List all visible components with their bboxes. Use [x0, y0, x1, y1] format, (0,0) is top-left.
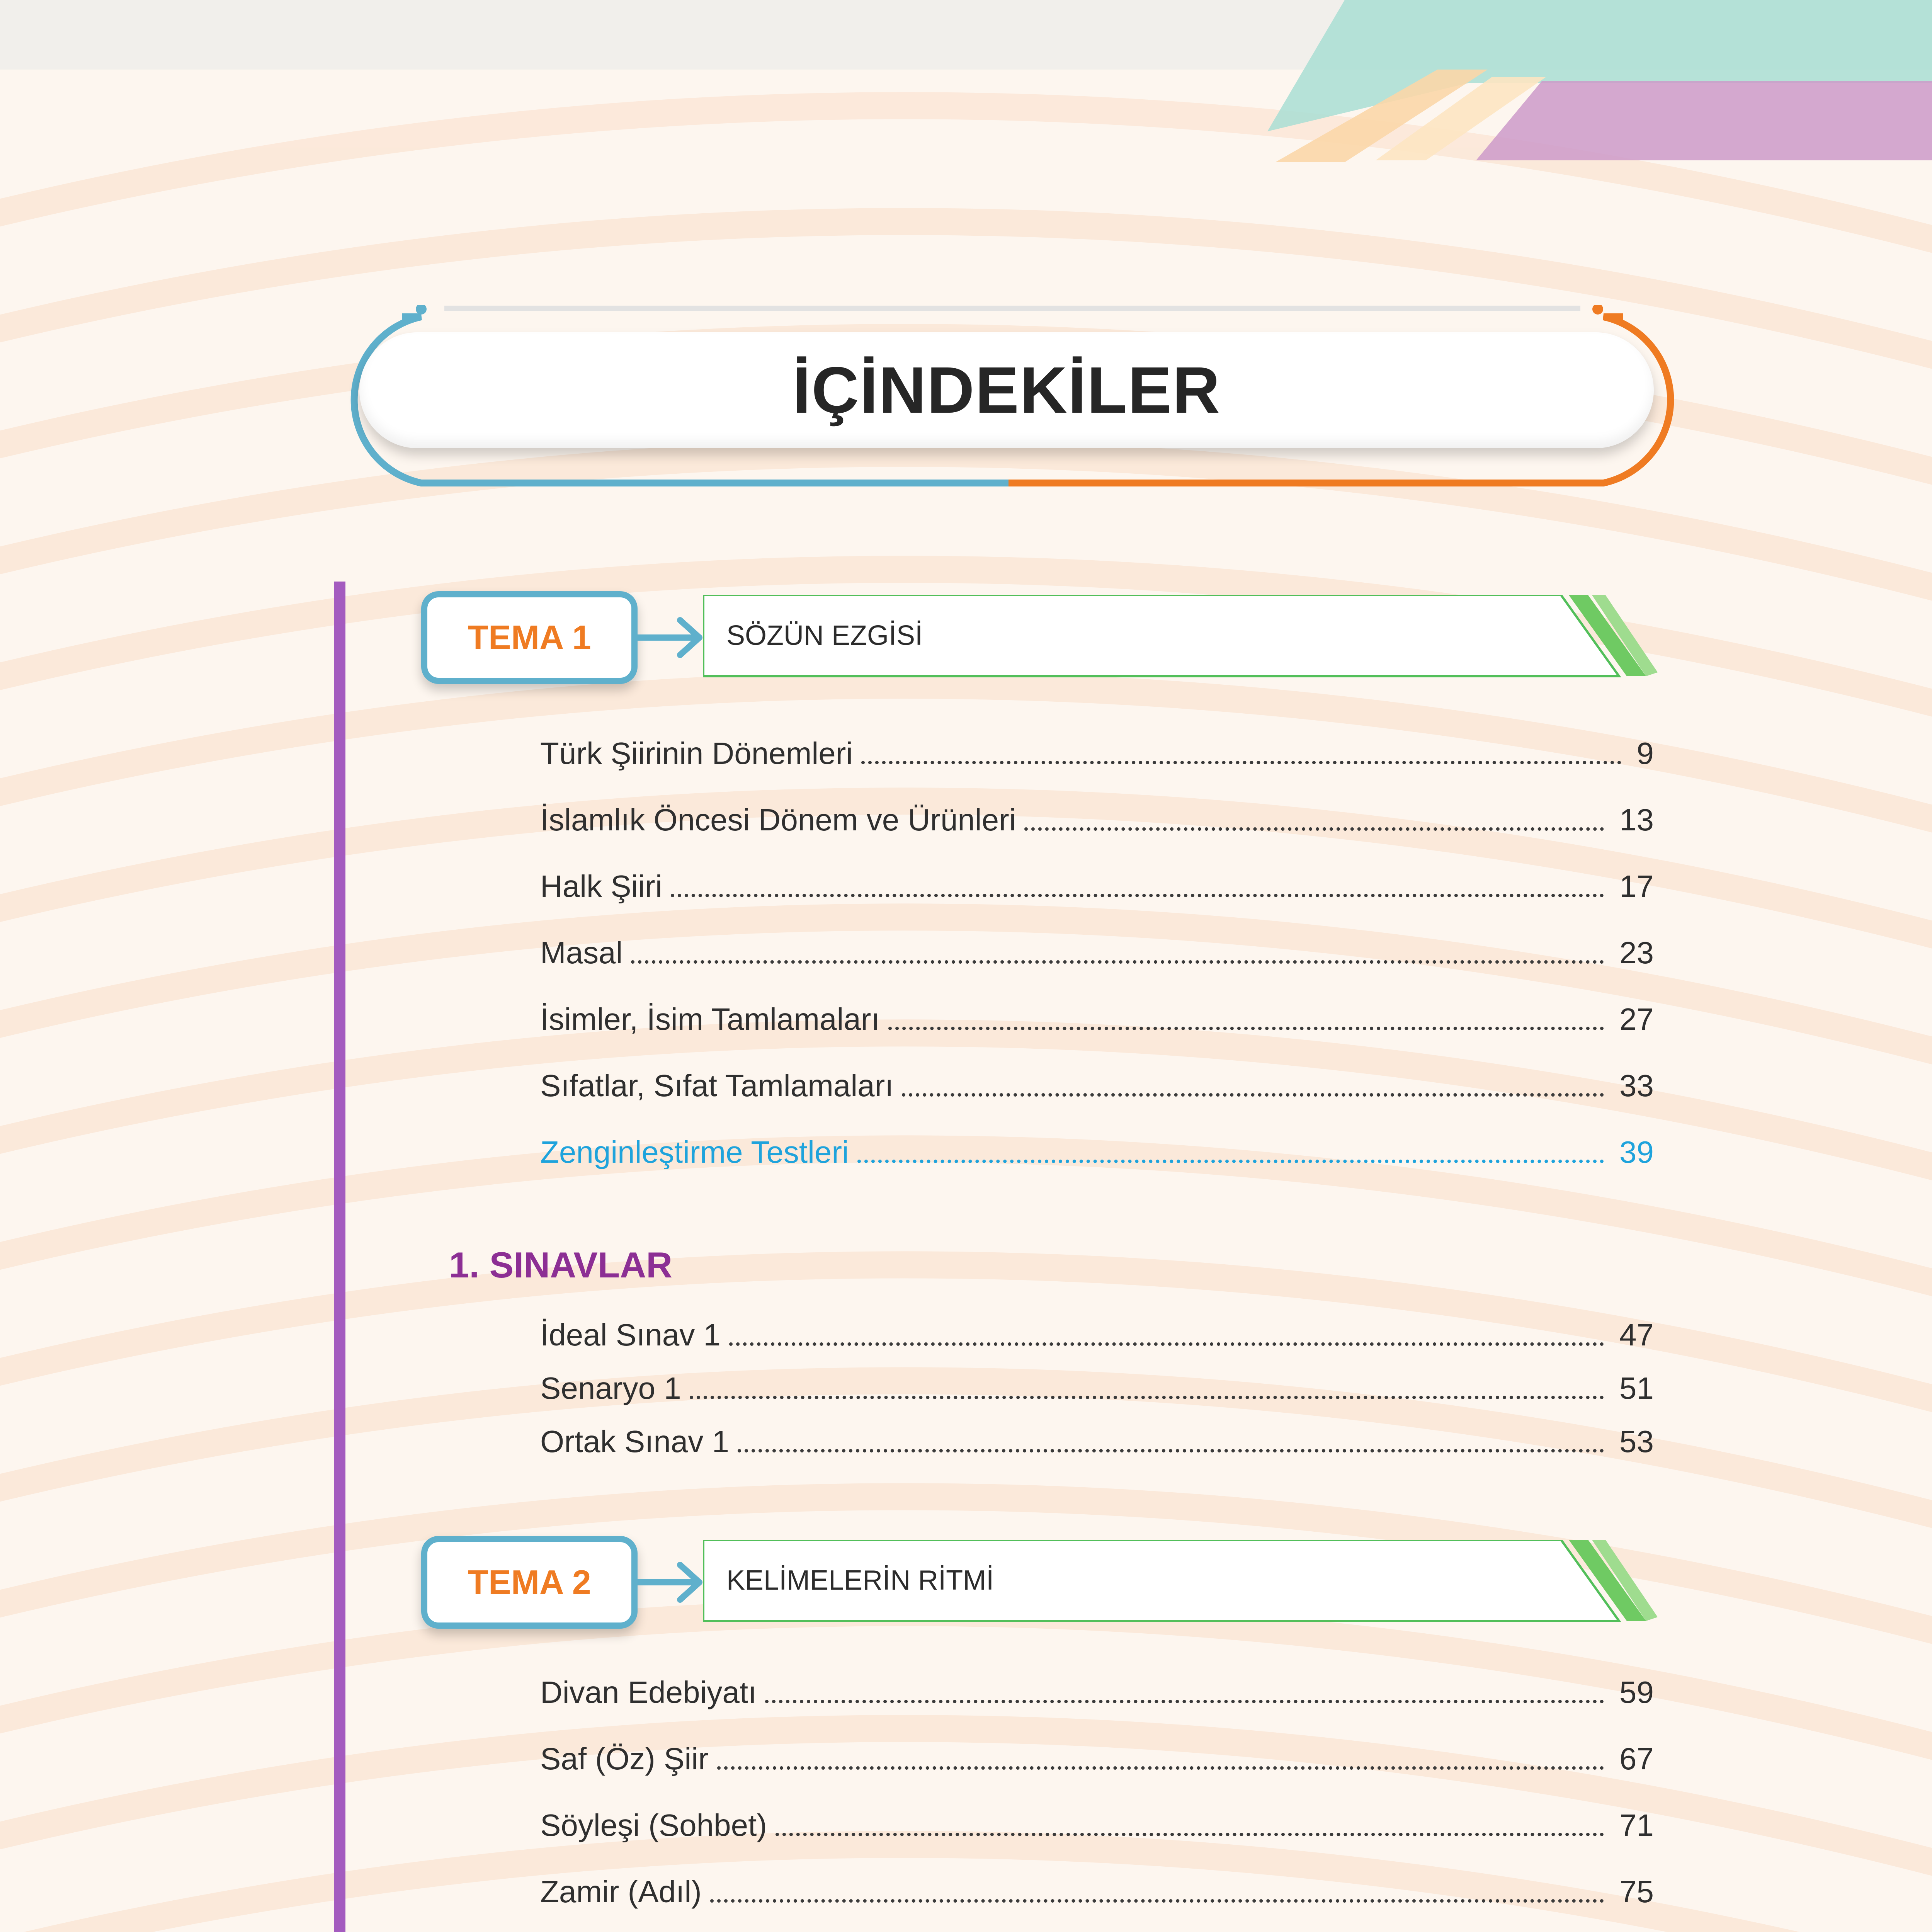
entry-title: İdeal Sınav 1 — [540, 1318, 721, 1352]
toc-entry[interactable] — [540, 1804, 1654, 1847]
entry-page: 59 — [1619, 1675, 1654, 1709]
tema-1-title: SÖZÜN EZGİSİ — [726, 620, 923, 651]
tema-2-header — [421, 1536, 1658, 1629]
tema-1-banner — [703, 595, 1658, 680]
entry-title: İslamlık Öncesi Dönem ve Ürünleri — [540, 803, 1016, 837]
dot-leader — [1024, 827, 1604, 831]
toc-entry[interactable] — [540, 732, 1654, 775]
toc-entry[interactable] — [540, 1738, 1654, 1780]
entry-page: 23 — [1619, 935, 1654, 970]
dot-leader — [717, 1766, 1604, 1770]
title-header — [332, 305, 1692, 487]
tema-1-header — [421, 591, 1658, 684]
toc-entry[interactable] — [540, 865, 1654, 908]
dot-leader — [888, 1027, 1604, 1030]
toc-entry[interactable] — [540, 998, 1654, 1041]
toc-entry[interactable] — [540, 1671, 1654, 1714]
entry-title: Sıfatlar, Sıfat Tamlamaları — [540, 1068, 894, 1103]
entry-title: Divan Edebiyatı — [540, 1675, 757, 1709]
dot-leader — [729, 1342, 1604, 1346]
dot-leader — [902, 1093, 1604, 1097]
dot-leader — [671, 894, 1604, 897]
dot-leader — [738, 1449, 1604, 1452]
entry-page: 51 — [1619, 1371, 1654, 1405]
dot-leader — [857, 1160, 1604, 1163]
entry-page: 33 — [1619, 1068, 1654, 1103]
dot-leader — [776, 1833, 1604, 1836]
toc-entry[interactable] — [540, 799, 1654, 841]
toc-entry[interactable] — [540, 1367, 1654, 1410]
entry-title: Zamir (Adıl) — [540, 1874, 702, 1909]
entry-page: 9 — [1636, 736, 1654, 770]
entry-title: Türk Şiirinin Dönemleri — [540, 736, 853, 770]
page-title: İÇİNDEKİLER — [792, 354, 1221, 427]
entry-title: Zenginleştirme Testleri — [540, 1135, 849, 1169]
tema-2-label: TEMA 2 — [468, 1563, 591, 1601]
toc-entry[interactable] — [540, 1871, 1654, 1913]
tema-1-label: TEMA 1 — [468, 618, 591, 656]
toc-entry-enrichment[interactable] — [540, 1131, 1654, 1173]
entry-title: Senaryo 1 — [540, 1371, 681, 1405]
entry-title: İsimler, İsim Tamlamaları — [540, 1002, 880, 1036]
toc-entry[interactable] — [540, 932, 1654, 974]
tema-2-title: KELİMELERİN RİTMİ — [726, 1565, 994, 1596]
entry-title: Ortak Sınav 1 — [540, 1424, 730, 1459]
section-heading-exams-1: 1. SINAVLAR — [449, 1245, 672, 1285]
entry-title: Masal — [540, 935, 623, 970]
dot-leader — [861, 761, 1621, 764]
tema-2-box — [421, 1536, 638, 1629]
toc-entry[interactable] — [540, 1065, 1654, 1107]
entry-page: 17 — [1619, 869, 1654, 903]
left-vertical-bar — [334, 582, 345, 1932]
entry-title: Saf (Öz) Şiir — [540, 1742, 709, 1776]
entry-title: Halk Şiiri — [540, 869, 662, 903]
entry-page: 75 — [1619, 1874, 1654, 1909]
dot-leader — [690, 1396, 1604, 1399]
entry-page: 13 — [1619, 803, 1654, 837]
title-pill — [359, 332, 1654, 448]
dot-leader — [765, 1700, 1604, 1703]
tema-2-banner — [703, 1540, 1658, 1625]
toc-entry[interactable] — [540, 1420, 1654, 1463]
entry-page: 53 — [1619, 1424, 1654, 1459]
dot-leader — [631, 960, 1604, 964]
toc-entry[interactable] — [540, 1314, 1654, 1356]
entry-page: 27 — [1619, 1002, 1654, 1036]
arrow-right-icon — [636, 1559, 705, 1605]
entry-page: 39 — [1619, 1135, 1654, 1169]
entry-page: 47 — [1619, 1318, 1654, 1352]
arrow-right-icon — [636, 614, 705, 661]
entry-page: 67 — [1619, 1742, 1654, 1776]
tema-1-box — [421, 591, 638, 684]
entry-title: Söyleşi (Sohbet) — [540, 1808, 767, 1842]
dot-leader — [710, 1899, 1604, 1903]
entry-page: 71 — [1619, 1808, 1654, 1842]
